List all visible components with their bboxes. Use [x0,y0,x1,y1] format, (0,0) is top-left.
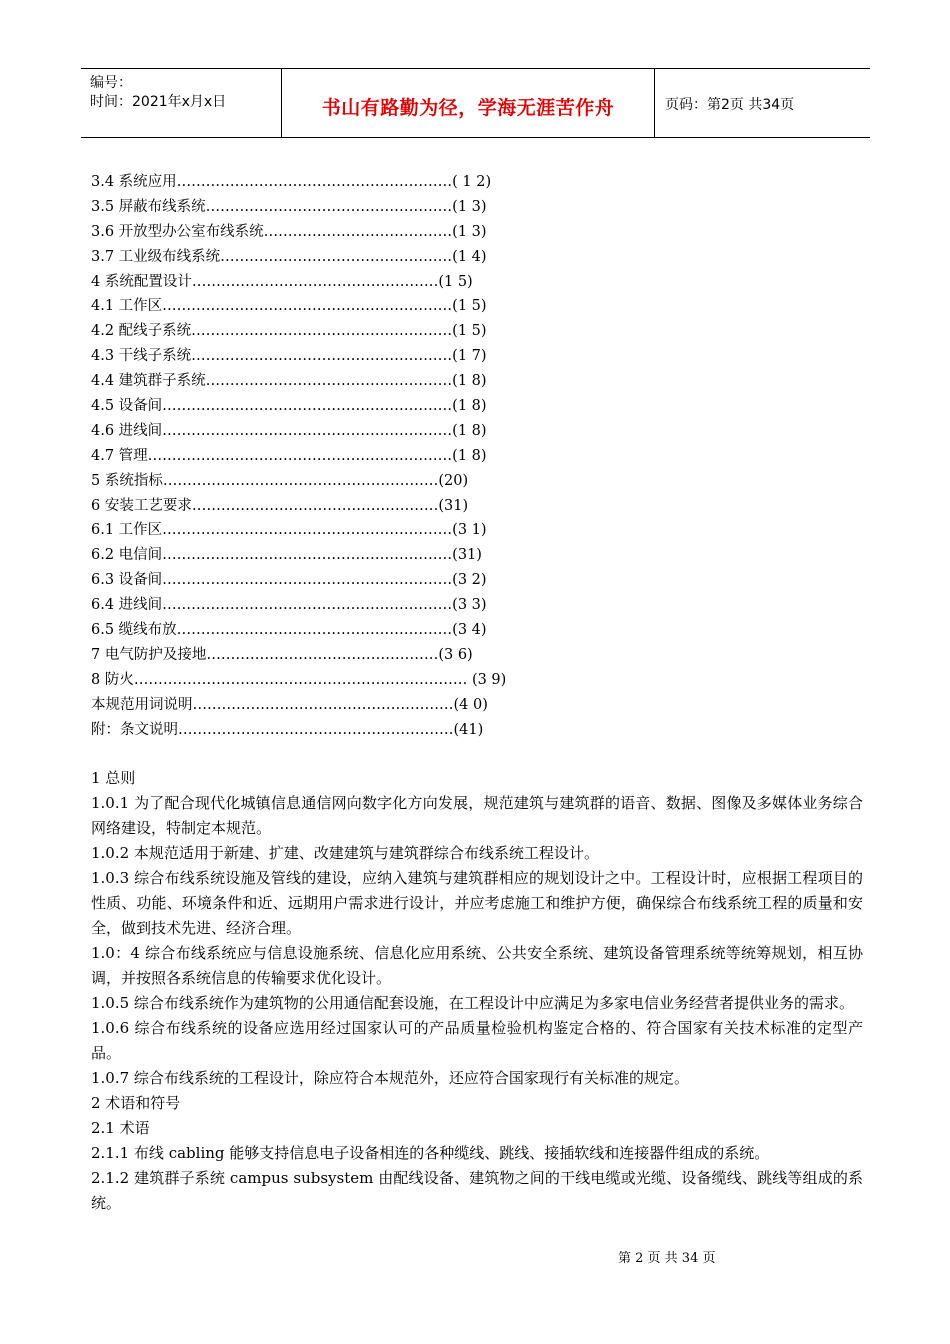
toc-entry: 8 防火…………………………………………………………… (3 9) [91,671,507,688]
toc-entry: 本规范用词说明………………………………………………(4 0) [91,696,488,713]
motto-text: 书山有路勤为径，学海无涯苦作舟 [321,97,615,119]
toc-entry: 附：条文说明…………………………………………………(41) [91,721,484,738]
body-paragraph: 2.1.1 布线 cabling 能够支持信息电子设备相连的各种缆线、跳线、接插软线和连接器件组成的系统。 [91,1144,770,1162]
toc-entry: 3.5 屏蔽布线系统……………………………………………(1 3) [91,198,487,215]
toc-entry: 4.1 工作区……………………………………………………(1 5) [91,298,487,315]
toc-entry: 3.7 工业级布线系统…………………………………………(1 4) [91,248,487,265]
toc-entry: 6.1 工作区……………………………………………………(3 1) [91,522,487,539]
header-motto-cell [281,69,655,137]
toc-entry: 3.6 开放型办公室布线系统…………………………………(1 3) [91,223,487,240]
toc-entry: 4.3 干线子系统………………………………………………(1 7) [91,348,487,365]
body-paragraph: 1.0.2 本规范适用于新建、扩建、改建建筑与建筑群综合布线系统工程设计。 [91,844,599,862]
toc-entry: 4.6 进线间……………………………………………………(1 8) [91,422,487,439]
toc-entry: 4.7 管理………………………………………………………(1 8) [91,447,487,464]
section-heading: 2 术语和符号 [91,1094,181,1112]
toc-entry: 7 电气防护及接地…………………………………………(3 6) [91,646,473,663]
toc-entry: 4.4 建筑群子系统……………………………………………(1 8) [91,373,487,390]
section-heading: 2.1 术语 [91,1119,150,1137]
time-label: 时间：2021年x月x日 [90,94,227,110]
toc-entry: 4.5 设备间……………………………………………………(1 8) [91,398,487,415]
body-paragraph: 1.0：4 综合布线系统应与信息设施系统、信息化应用系统、公共安全系统、建筑设备管理系统等统筹规划，相互协调，并按照各系统信息的传输要求优化设计。 [91,944,863,987]
body-paragraph: 1.0.3 综合布线系统设施及管线的建设，应纳入建筑与建筑群相应的规划设计之中。工程设计时，应根据工程项目的性质、功能、环境条件和近、远期用户需求进行设计，并应考虑施工和维护方便，确保综合布线系统工程的质量和安全，做到技术先进、经济合理。 [91,869,863,937]
serial-label: 编号： [90,75,132,91]
page-footer: 第 2 页 共 34 页 [618,1251,716,1266]
page-header [81,68,870,138]
toc-entry: 5 系统指标…………………………………………………(20) [91,472,469,489]
body-paragraph: 1.0.7 综合布线系统的工程设计，除应符合本规范外，还应符合国家现行有关标准的规定。 [91,1069,689,1087]
header-page-cell [655,69,870,137]
header-info-cell [81,69,281,137]
toc-entry: 4.2 配线子系统………………………………………………(1 5) [91,323,487,340]
body-paragraph: 1.0.5 综合布线系统作为建筑物的公用通信配套设施，在工程设计中应满足为多家电信业务经营者提供业务的需求。 [91,994,854,1012]
section-heading: 1 总则 [91,769,136,787]
toc-entry: 4 系统配置设计……………………………………………(1 5) [91,273,473,290]
body-paragraph: 1.0.1 为了配合现代化城镇信息通信网向数字化方向发展，规范建筑与建筑群的语音、数据、图像及多媒体业务综合网络建设，特制定本规范。 [91,794,863,837]
toc-entry: 6.5 缆线布放…………………………………………………(3 4) [91,622,487,639]
toc-entry: 3.4 系统应用…………………………………………………( 1 2) [91,174,492,190]
body-paragraph: 1.0.6 综合布线系统的设备应选用经过国家认可的产品质量检验机构鉴定合格的、符合国家有关技术标准的定型产品。 [91,1019,863,1062]
toc-entry: 6.2 电信间……………………………………………………(31) [91,547,482,564]
toc-entry: 6.3 设备间……………………………………………………(3 2) [91,572,487,589]
toc-entry: 6.4 进线间……………………………………………………(3 3) [91,597,487,614]
toc-entry: 6 安装工艺要求……………………………………………(31) [91,497,469,514]
page-info: 页码：第2页 共34页 [665,97,795,113]
table-of-contents [91,170,611,742]
body-paragraph: 2.1.2 建筑群子系统 campus subsystem 由配线设备、建筑物之间的干线电缆或光缆、设备缆线、跳线等组成的系统。 [91,1169,863,1212]
body-content [91,766,863,1216]
